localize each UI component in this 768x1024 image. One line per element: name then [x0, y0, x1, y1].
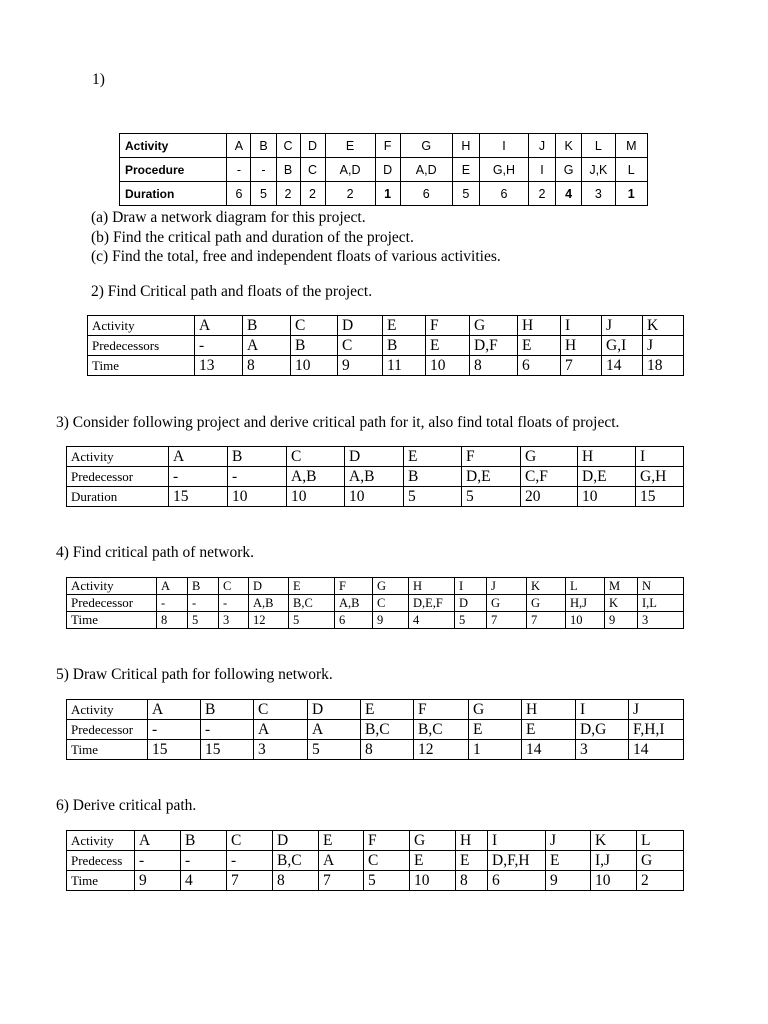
cell: E: [410, 851, 456, 871]
cell: C: [276, 134, 300, 158]
cell: D: [338, 316, 383, 336]
cell: A,B: [335, 595, 373, 612]
cell: 5: [308, 740, 361, 760]
cell: 12: [249, 612, 289, 629]
cell: J: [629, 700, 684, 720]
table-row: [120, 158, 648, 182]
cell: 5: [452, 182, 479, 206]
cell: F: [375, 134, 400, 158]
row-header-time: Time: [67, 612, 157, 629]
cell: 8: [243, 356, 291, 376]
cell: H: [561, 336, 602, 356]
cell: -: [251, 158, 276, 182]
row-header-time: Time: [67, 740, 148, 760]
table-row: [88, 316, 684, 336]
cell: C: [219, 578, 249, 595]
table-row: [67, 487, 684, 507]
cell: 9: [373, 612, 409, 629]
cell: G: [469, 700, 522, 720]
cell: 9: [135, 871, 181, 891]
cell: -: [169, 467, 228, 487]
cell: B: [291, 336, 338, 356]
table-row: [67, 595, 684, 612]
row-header-activity: Activity: [67, 831, 135, 851]
cell: 1: [375, 182, 400, 206]
cell: F: [364, 831, 410, 851]
cell: K: [556, 134, 582, 158]
row-header-time: Time: [88, 356, 195, 376]
cell: 7: [527, 612, 566, 629]
cell: 2: [325, 182, 375, 206]
cell: 6: [335, 612, 373, 629]
cell: B,C: [414, 720, 469, 740]
cell: B,C: [289, 595, 335, 612]
table-row: [67, 740, 684, 760]
cell: K: [605, 595, 638, 612]
table-row: [67, 831, 684, 851]
cell: C: [291, 316, 338, 336]
cell: D: [375, 158, 400, 182]
cell: E: [404, 447, 462, 467]
problem-1-number: 1): [92, 71, 105, 88]
cell: D: [273, 831, 319, 851]
cell: C: [373, 595, 409, 612]
cell: I: [479, 134, 528, 158]
cell: 4: [556, 182, 582, 206]
table-row: [88, 336, 684, 356]
cell: E: [452, 158, 479, 182]
cell: H: [452, 134, 479, 158]
cell: A: [319, 851, 364, 871]
cell: G: [410, 831, 456, 851]
cell: D,E: [578, 467, 636, 487]
cell: A,D: [325, 158, 375, 182]
cell: C: [254, 700, 308, 720]
cell: 7: [487, 612, 527, 629]
problem-2-title: 2) Find Critical path and floats of the project.: [91, 283, 373, 300]
row-header-duration: Duration: [67, 487, 169, 507]
cell: 3: [254, 740, 308, 760]
cell: C,F: [521, 467, 578, 487]
cell: F: [414, 700, 469, 720]
cell: A,B: [249, 595, 289, 612]
cell: D,F,H: [488, 851, 546, 871]
cell: I: [528, 158, 555, 182]
cell: J: [528, 134, 555, 158]
cell: I,L: [638, 595, 684, 612]
cell: I,J: [591, 851, 637, 871]
cell: K: [591, 831, 637, 851]
cell: B: [404, 467, 462, 487]
cell: B: [276, 158, 300, 182]
table-row: [67, 612, 684, 629]
cell: 5: [188, 612, 219, 629]
cell: 5: [289, 612, 335, 629]
cell: L: [566, 578, 605, 595]
row-header-activity: Activity: [67, 447, 169, 467]
problem-1-table: [119, 133, 648, 206]
row-header-predecessor: Predecessor: [67, 720, 148, 740]
cell: 5: [404, 487, 462, 507]
cell: 5: [251, 182, 276, 206]
cell: I: [455, 578, 487, 595]
cell: L: [615, 158, 647, 182]
cell: B: [251, 134, 276, 158]
cell: D,E: [462, 467, 521, 487]
cell: I: [488, 831, 546, 851]
cell: J: [546, 831, 591, 851]
cell: G: [373, 578, 409, 595]
row-header-duration: Duration: [120, 182, 227, 206]
cell: H: [522, 700, 576, 720]
cell: 14: [629, 740, 684, 760]
problem-4-table: [66, 577, 684, 629]
problem-3-title: 3) Consider following project and derive critical path for it, also find total floats of project.: [56, 414, 620, 431]
table-row: [88, 356, 684, 376]
cell: E: [469, 720, 522, 740]
cell: 2: [276, 182, 300, 206]
cell: 15: [201, 740, 254, 760]
problem-1-part-c: (c) Find the total, free and independent floats of various activities.: [91, 248, 501, 265]
cell: D,F: [470, 336, 518, 356]
cell: 10: [578, 487, 636, 507]
table-row: [67, 700, 684, 720]
cell: 15: [148, 740, 201, 760]
cell: J,K: [582, 158, 615, 182]
row-header-activity: Activity: [67, 700, 148, 720]
cell: E: [456, 851, 488, 871]
cell: E: [522, 720, 576, 740]
cell: H: [456, 831, 488, 851]
cell: -: [135, 851, 181, 871]
cell: 1: [469, 740, 522, 760]
cell: 9: [546, 871, 591, 891]
cell: E: [518, 336, 561, 356]
cell: E: [546, 851, 591, 871]
cell: G: [470, 316, 518, 336]
cell: E: [319, 831, 364, 851]
cell: D: [308, 700, 361, 720]
cell: 6: [227, 182, 251, 206]
cell: C: [227, 831, 273, 851]
cell: 8: [273, 871, 319, 891]
cell: E: [383, 316, 426, 336]
cell: 10: [566, 612, 605, 629]
table-row: [67, 720, 684, 740]
cell: 12: [414, 740, 469, 760]
cell: 14: [602, 356, 643, 376]
cell: -: [227, 158, 251, 182]
cell: L: [582, 134, 615, 158]
cell: J: [602, 316, 643, 336]
cell: 15: [169, 487, 228, 507]
cell: A,B: [345, 467, 404, 487]
cell: 18: [643, 356, 684, 376]
cell: 8: [470, 356, 518, 376]
cell: A: [135, 831, 181, 851]
cell: A: [243, 336, 291, 356]
cell: 3: [219, 612, 249, 629]
cell: G: [487, 595, 527, 612]
cell: 2: [528, 182, 555, 206]
cell: E: [426, 336, 470, 356]
cell: C: [287, 447, 345, 467]
cell: 6: [400, 182, 452, 206]
cell: 4: [409, 612, 455, 629]
cell: F: [335, 578, 373, 595]
cell: -: [227, 851, 273, 871]
cell: A: [227, 134, 251, 158]
row-header-predecessor: Predecessor: [67, 467, 169, 487]
row-header-activity: Activity: [88, 316, 195, 336]
cell: 13: [195, 356, 243, 376]
cell: I: [636, 447, 684, 467]
cell: 6: [488, 871, 546, 891]
cell: 3: [638, 612, 684, 629]
cell: 10: [591, 871, 637, 891]
cell: N: [638, 578, 684, 595]
cell: D,G: [576, 720, 629, 740]
cell: 7: [561, 356, 602, 376]
cell: -: [195, 336, 243, 356]
cell: 5: [462, 487, 521, 507]
cell: K: [643, 316, 684, 336]
cell: H,J: [566, 595, 605, 612]
cell: 3: [582, 182, 615, 206]
cell: M: [605, 578, 638, 595]
cell: J: [643, 336, 684, 356]
cell: E: [289, 578, 335, 595]
cell: I: [561, 316, 602, 336]
cell: 4: [181, 871, 227, 891]
cell: E: [361, 700, 414, 720]
cell: -: [181, 851, 227, 871]
cell: G: [637, 851, 684, 871]
row-header-predecessor: Predecessor: [67, 595, 157, 612]
cell: -: [228, 467, 287, 487]
cell: -: [201, 720, 254, 740]
table-row: [67, 851, 684, 871]
cell: 5: [455, 612, 487, 629]
cell: 10: [291, 356, 338, 376]
cell: A: [169, 447, 228, 467]
cell: A: [195, 316, 243, 336]
cell: A,D: [400, 158, 452, 182]
cell: B: [243, 316, 291, 336]
cell: -: [157, 595, 188, 612]
problem-6-table: [66, 830, 684, 891]
problem-5-title: 5) Draw Critical path for following network.: [56, 666, 333, 683]
cell: 7: [227, 871, 273, 891]
row-header-activity: Activity: [120, 134, 227, 158]
cell: J: [487, 578, 527, 595]
cell: B: [228, 447, 287, 467]
cell: I: [576, 700, 629, 720]
cell: H: [409, 578, 455, 595]
cell: -: [188, 595, 219, 612]
cell: -: [219, 595, 249, 612]
cell: 5: [364, 871, 410, 891]
cell: 8: [456, 871, 488, 891]
problem-1-part-b: (b) Find the critical path and duration of the project.: [91, 229, 414, 246]
cell: A: [157, 578, 188, 595]
table-row: [120, 134, 648, 158]
cell: A: [308, 720, 361, 740]
cell: 11: [383, 356, 426, 376]
problem-5-table: [66, 699, 684, 760]
cell: B: [201, 700, 254, 720]
cell: A: [148, 700, 201, 720]
cell: G,H: [636, 467, 684, 487]
cell: 7: [319, 871, 364, 891]
table-row: [67, 578, 684, 595]
table-row: [67, 447, 684, 467]
problem-4-title: 4) Find critical path of network.: [56, 544, 255, 561]
cell: 6: [518, 356, 561, 376]
problem-1-part-a: (a) Draw a network diagram for this project.: [91, 209, 366, 226]
cell: M: [615, 134, 647, 158]
cell: 2: [300, 182, 325, 206]
row-header-predecessors: Predecessors: [88, 336, 195, 356]
cell: D: [345, 447, 404, 467]
row-header-time: Time: [67, 871, 135, 891]
cell: G: [521, 447, 578, 467]
cell: D,E,F: [409, 595, 455, 612]
cell: 10: [410, 871, 456, 891]
cell: B,C: [361, 720, 414, 740]
row-header-procedure: Procedure: [120, 158, 227, 182]
cell: 10: [345, 487, 404, 507]
cell: B: [181, 831, 227, 851]
cell: C: [338, 336, 383, 356]
cell: -: [148, 720, 201, 740]
cell: 2: [637, 871, 684, 891]
cell: B: [383, 336, 426, 356]
cell: 8: [361, 740, 414, 760]
cell: 1: [615, 182, 647, 206]
cell: 14: [522, 740, 576, 760]
cell: 8: [157, 612, 188, 629]
cell: D: [249, 578, 289, 595]
cell: F: [462, 447, 521, 467]
cell: 10: [426, 356, 470, 376]
row-header-activity: Activity: [67, 578, 157, 595]
cell: 9: [338, 356, 383, 376]
table-row: [120, 182, 648, 206]
cell: K: [527, 578, 566, 595]
cell: 20: [521, 487, 578, 507]
cell: G,I: [602, 336, 643, 356]
cell: C: [364, 851, 410, 871]
cell: 10: [287, 487, 345, 507]
cell: L: [637, 831, 684, 851]
cell: 3: [576, 740, 629, 760]
cell: C: [300, 158, 325, 182]
cell: H: [518, 316, 561, 336]
cell: F,H,I: [629, 720, 684, 740]
cell: G,H: [479, 158, 528, 182]
cell: A,B: [287, 467, 345, 487]
cell: F: [426, 316, 470, 336]
cell: 15: [636, 487, 684, 507]
cell: D: [300, 134, 325, 158]
cell: A: [254, 720, 308, 740]
cell: E: [325, 134, 375, 158]
cell: G: [527, 595, 566, 612]
cell: G: [556, 158, 582, 182]
cell: B: [188, 578, 219, 595]
problem-2-table: [87, 315, 684, 376]
row-header-predecessor: Predecess: [67, 851, 135, 871]
cell: 6: [479, 182, 528, 206]
cell: G: [400, 134, 452, 158]
cell: D: [455, 595, 487, 612]
problem-6-title: 6) Derive critical path.: [56, 797, 197, 814]
problem-3-table: [66, 446, 684, 507]
table-row: [67, 467, 684, 487]
cell: 10: [228, 487, 287, 507]
cell: H: [578, 447, 636, 467]
cell: 9: [605, 612, 638, 629]
cell: B,C: [273, 851, 319, 871]
table-row: [67, 871, 684, 891]
